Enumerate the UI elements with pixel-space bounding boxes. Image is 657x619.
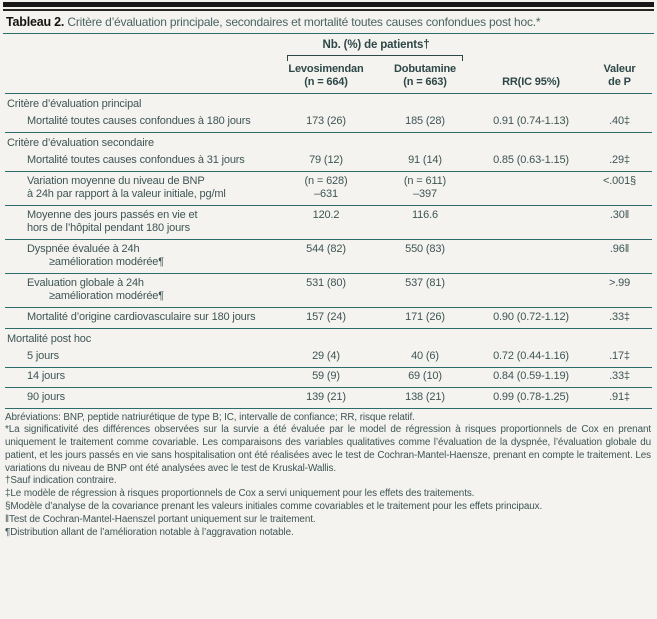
row-mortality-31 [5,152,652,172]
label-line1: Variation moyenne du niveau de BNP [27,174,205,187]
cell-dobutamine: 185 (28) [405,115,445,127]
cell-levosimendan: 79 (12) [309,154,343,166]
pvalue-line1: Valeur [603,63,636,75]
cell-dobutamine: 171 (26) [405,310,445,323]
row-bnp-variation [5,172,652,206]
footnote-pilcrow: ¶Distribution allant de l’amélioration notable à l’aggravation notable. [5,526,294,538]
footnote-dagger: †Sauf indication contraire. [5,475,117,487]
row-days-alive [5,206,652,240]
dobutamine-n: (n = 663) [403,76,447,88]
cell-dobutamine [375,172,475,206]
header-columns-row [5,61,652,94]
label-line2: ≥amélioration modérée¶ [49,290,165,302]
cell-rr: 0.99 (0.78-1.25) [493,390,569,403]
cell-label: Mortalité toutes causes confondues à 31 jours [27,154,245,166]
row-cardiovascular-mortality-180 [5,308,652,329]
cell-label: 5 jours [27,349,59,362]
row-dyspnea-24h [5,240,652,274]
cell-label: 14 jours [27,370,65,382]
results-table [5,34,652,409]
cell-dobutamine: 550 (83) [405,242,445,255]
table-container [0,34,657,409]
footnotes [0,409,657,540]
cell-levosimendan: 173 (26) [306,115,346,127]
cell-dobutamine: 91 (14) [408,154,442,166]
cell-pvalue: >.99 [608,276,631,289]
value-line1: (n = 628) [304,174,348,187]
label-line1: Evaluation globale à 24h [27,276,144,289]
label-line1: Moyenne des jours passés en vie et [27,208,198,221]
header-rr: RR(IC 95%) [502,76,560,88]
label-line2: ≥amélioration modérée¶ [49,256,165,268]
top-rule-thick [3,2,654,7]
footnote-abbreviations: Abréviations: BNP, peptide natriurétique de type B; IC, intervalle de confiance; RR, risque relatif. [5,411,415,423]
header-spacer [587,34,652,61]
section-label: Critère d’évaluation secondaire [7,137,154,149]
cell-levosimendan: 544 (82) [306,242,346,255]
cell-levosimendan: 120.2 [312,208,340,221]
value-line2: –631 [314,188,338,200]
table-title [0,11,657,32]
header-label-col [5,61,277,94]
cell-levosimendan: 139 (21) [306,390,346,403]
header-pvalue [587,61,652,94]
header-spacer [475,34,587,61]
cell-pvalue: .17‡ [609,349,630,362]
cell-rr [475,172,587,206]
section-primary-endpoint [5,94,652,113]
cell-pvalue: .30‖ [609,208,630,221]
cell-label: Mortalité toutes causes confondues à 180 jours [27,115,251,127]
cell-dobutamine: 40 (6) [411,349,439,362]
cell-label [5,274,277,308]
row-global-evaluation-24h [5,274,652,308]
group-header-label: Nb. (%) de patients† [322,39,430,51]
cell-rr [475,274,587,308]
cell-rr: 0.90 (0.72-1.12) [493,310,569,323]
label-line2: à 24h par rapport à la valeur initiale, pg/ml [27,188,226,200]
label-line2: hors de l’hôpital pendant 180 jours [27,222,190,234]
cell-rr: 0.84 (0.59-1.19) [493,370,569,382]
cell-dobutamine: 116.6 [412,208,438,221]
cell-dobutamine: 69 (10) [408,370,442,382]
cell-pvalue: .96‖ [609,242,630,255]
row-mortality-180 [5,113,652,133]
cell-pvalue: .29‡ [609,154,630,166]
cell-label [5,240,277,274]
section-secondary-endpoint [5,133,652,152]
header-levosimendan [277,61,375,94]
cell-levosimendan: 157 (24) [306,310,346,323]
row-90-days [5,388,652,409]
cell-label: Mortalité d’origine cardiovasculaire sur 180 jours [27,310,256,323]
footnote-double-dagger: ‡Le modèle de régression à risques proportionnels de Cox a servi uniquement pour les effets des traitements. [5,488,475,500]
header-dobutamine [375,61,475,94]
row-5-days [5,347,652,367]
table-header [5,34,652,94]
section-label: Critère d’évaluation principal [7,98,142,110]
section-post-hoc-mortality [5,328,652,347]
section-label: Mortalité post hoc [7,332,92,345]
cell-pvalue: .91‡ [609,390,630,403]
label-line1: Dyspnée évaluée à 24h [27,242,140,255]
header-group-row [5,34,652,61]
cell-rr: 0.91 (0.74-1.13) [493,115,569,127]
cell-dobutamine: 537 (81) [405,276,445,289]
cell-dobutamine: 138 (21) [405,390,445,403]
levosimendan-name: Levosimendan [288,63,364,75]
footnote-asterisk: *La significativité des différences observées sur la survie a été évaluée par le model de régression à risques proportionnels de Cox en prenant uniquement le traitement comme covariable. Les comparaisons des variables qualitatives comme l’évaluation de la dyspnée, l’évaluation globale du patient, et les jours passés en vie sans hospitalisation ont été réalisées avec le test de Cochran-Mantel-Haensze, prenant en compte le traitement. Les variations du niveau de BNP ont été analysées avec le test de Kruskal-Wallis. [5,424,651,474]
cell-levosimendan: 531 (80) [306,276,346,289]
cell-pvalue: .40‡ [609,115,630,127]
cell-rr: 0.85 (0.63-1.15) [493,154,569,166]
cell-rr: 0.72 (0.44-1.16) [493,349,569,362]
cell-rr [475,206,587,240]
cell-levosimendan: 59 (9) [312,370,340,382]
table-number: Tableau 2. [6,15,65,29]
cell-label [5,206,277,240]
header-spacer [5,34,277,61]
group-header-cell [277,34,475,61]
cell-label [5,172,277,206]
cell-levosimendan [277,172,375,206]
value-line1: (n = 611) [403,174,447,187]
pvalue-line2: de P [608,76,631,88]
row-14-days [5,367,652,388]
cell-pvalue: .33‡ [609,370,630,382]
table-caption: Critère d’évaluation principale, secondaires et mortalité toutes causes confondues post hoc.* [67,15,541,29]
cell-rr [475,240,587,274]
value-line2: –397 [413,188,437,200]
dobutamine-name: Dobutamine [393,63,457,75]
footnote-double-bar: ‖Test de Cochran-Mantel-Haenszel portant uniquement sur le traitement. [5,513,316,525]
cell-label: 90 jours [27,390,65,403]
levosimendan-n: (n = 664) [304,76,348,88]
table-body [5,94,652,409]
cell-levosimendan: 29 (4) [312,349,340,362]
footnote-section-sign: §Modèle d’analyse de la covariance prenant les valeurs initiales comme covariables et le traitement pour les effets principaux. [5,501,543,513]
cell-pvalue: <.001§ [602,174,637,187]
cell-pvalue: .33‡ [609,310,630,323]
